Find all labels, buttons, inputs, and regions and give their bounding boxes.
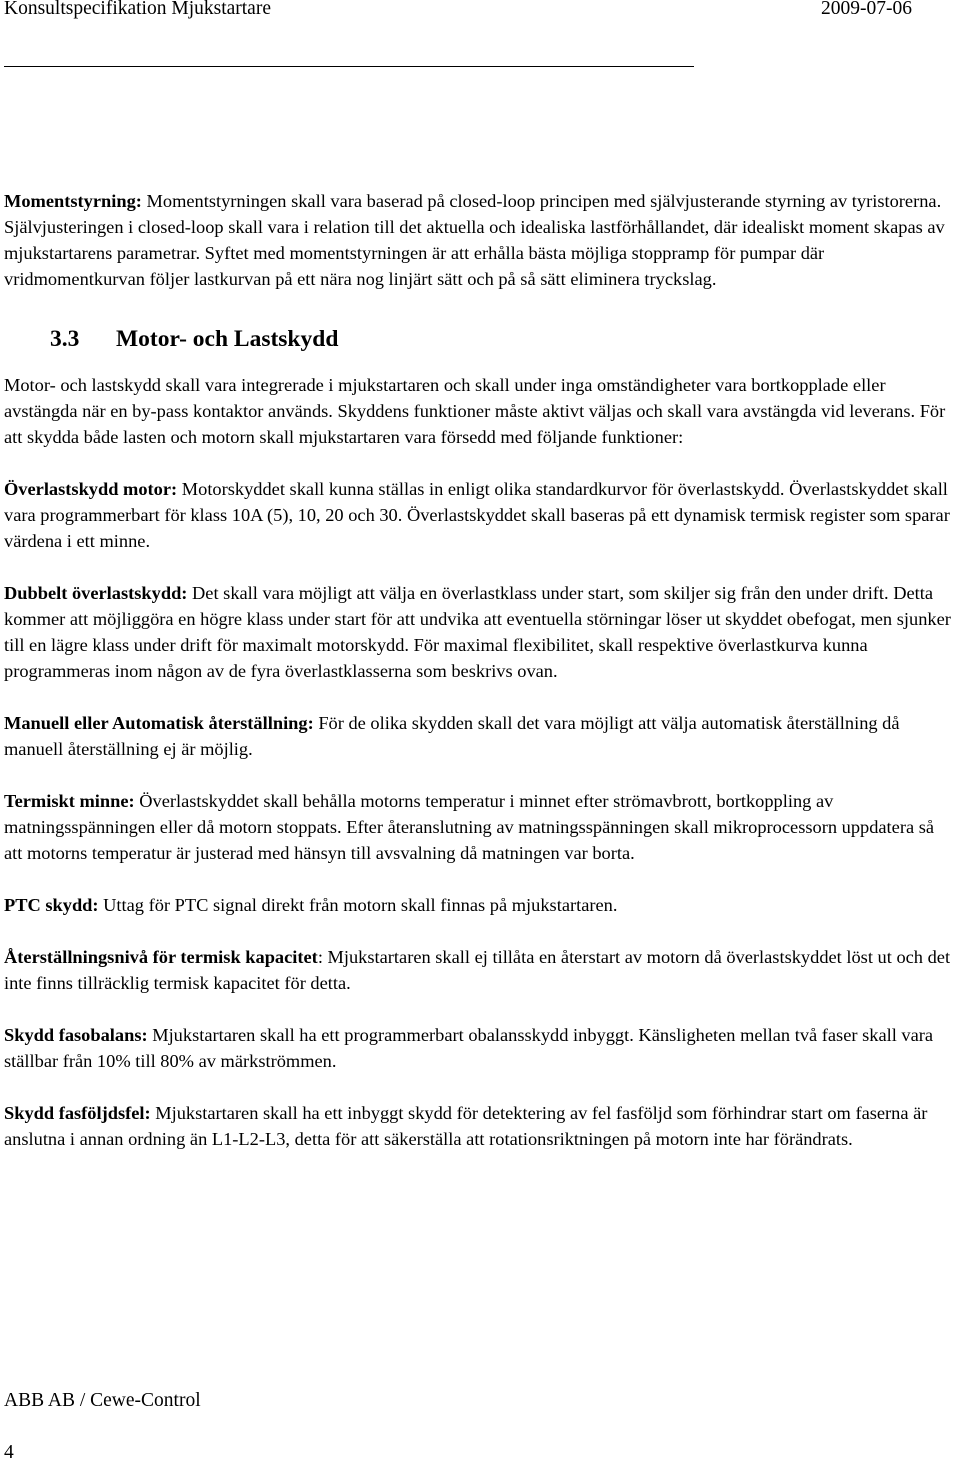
- paragraph-label: Skydd fasobalans:: [4, 1025, 148, 1045]
- document-body: [4, 188, 956, 1178]
- paragraph-text: Motorskyddet skall kunna ställas in enligt olika standardkurvor för överlastskydd. Överlastskyddet skall vara programmerbart för klass 10A (5), 10, 20 och 30. Överlastskyddet skall baseras på ett dynamisk termisk register som sparar värdena i ett minne.: [4, 479, 950, 551]
- document-date: 2009-07-06: [821, 0, 912, 19]
- paragraph-skydd-fasobalans: [4, 1022, 956, 1074]
- paragraph-text: Mjukstartaren skall ha ett programmerbart obalansskydd inbyggt. Känsligheten mellan två faser skall vara ställbar från 10% till 80% av märkströmmen.: [4, 1025, 934, 1071]
- paragraph-text: Överlastskyddet skall behålla motorns temperatur i minnet efter strömavbrott, bortkoppling av matningsspänningen eller då motorn stoppats. Efter återanslutning av matningsspänningen skall mikroprocessorn uppdatera så att motorns temperatur är justerad med hänsyn till avsvalning då matningen var borta.: [4, 791, 935, 863]
- header-divider: [4, 66, 694, 67]
- paragraph-aterstallningsniva: [4, 944, 956, 996]
- paragraph-skydd-fasfoljdsfel: [4, 1100, 956, 1152]
- paragraph-text: För de olika skydden skall det vara möjligt att välja automatisk återställning då manuell återställning ej är möjlig.: [4, 713, 900, 759]
- paragraph-label: Återställningsnivå för termisk kapacitet: [4, 947, 318, 967]
- paragraph-momentstyrning: [4, 188, 956, 292]
- paragraph-label: PTC skydd:: [4, 895, 99, 915]
- paragraph-text: Det skall vara möjligt att välja en överlastklass under start, som skiljer sig från den under drift. Detta kommer att möjliggöra en högre klass under start för att undvika att eventuella störningar löser ut skyddet obefogat, men sjunker till en lägre klass under drift för maximalt motorskydd. För maximal flexibilitet, skall respektive överlastkurva kunna programmeras inom någon av de fyra överlastklasserna som beskrivs ovan.: [4, 583, 951, 681]
- paragraph-label: Termiskt minne:: [4, 791, 135, 811]
- paragraph-label: Skydd fasföljdsfel:: [4, 1103, 151, 1123]
- page-header: [4, 0, 912, 24]
- paragraph-label: Dubbelt överlastskydd:: [4, 583, 188, 603]
- paragraph-ptc-skydd: [4, 892, 956, 918]
- page-number: 4: [4, 1442, 14, 1463]
- paragraph-text: Momentstyrningen skall vara baserad på closed-loop principen med självjusterande styrning av tyristorerna. Självjusteringen i closed-loop skall vara i relation till det aktuella och idealiska lastförhållandet, där idealiskt moment skapas av mjukstartarens parametrar. Syftet med momentstyrningen är att erhålla bästa möjliga stoppramp för pumpar där vridmomentkurvan följer lastkurvan på ett nära nog linjärt sätt och på så sätt eliminera tryckslag.: [4, 191, 945, 289]
- paragraph-label: Överlastskydd motor:: [4, 479, 178, 499]
- document-title: Konsultspecifikation Mjukstartare: [4, 0, 271, 19]
- paragraph-dubbelt-overlastskydd: [4, 580, 956, 684]
- section-heading: [4, 324, 956, 354]
- paragraph-overlastskydd-motor: [4, 476, 956, 554]
- paragraph-text: Uttag för PTC signal direkt från motorn skall finnas på mjukstartaren.: [98, 895, 618, 915]
- paragraph-text: Mjukstartaren skall ha ett inbyggt skydd för detektering av fel fasföljd som förhindrar start om faserna är anslutna i annan ordning än L1-L2-L3, detta för att säkerställa att rotationsriktningen på motorn inte har förändrats.: [4, 1103, 928, 1149]
- paragraph-label: Momentstyrning:: [4, 191, 142, 211]
- section-intro: Motor- och lastskydd skall vara integrerade i mjukstartaren och skall under inga omständigheter vara bortkopplade eller avstängda när en by-pass kontaktor används. Skyddens funktioner måste aktivt väljas och skall vara avstängda vid leverans. För att skydda både lasten och motorn skall mjukstartaren vara försedd med följande funktioner:: [4, 375, 946, 447]
- paragraph-termiskt-minne: [4, 788, 956, 866]
- paragraph-aterstallning: [4, 710, 956, 762]
- section-number: 3.3: [50, 326, 80, 352]
- section-title: Motor- och Lastskydd: [116, 326, 339, 352]
- paragraph-label: Manuell eller Automatisk återställning:: [4, 713, 314, 733]
- paragraph-text: : Mjukstartaren skall ej tillåta en återstart av motorn då överlastskyddet löst ut och det inte finns tillräcklig termisk kapacitet för detta.: [4, 947, 951, 993]
- footer-company: ABB AB / Cewe-Control: [4, 1390, 201, 1411]
